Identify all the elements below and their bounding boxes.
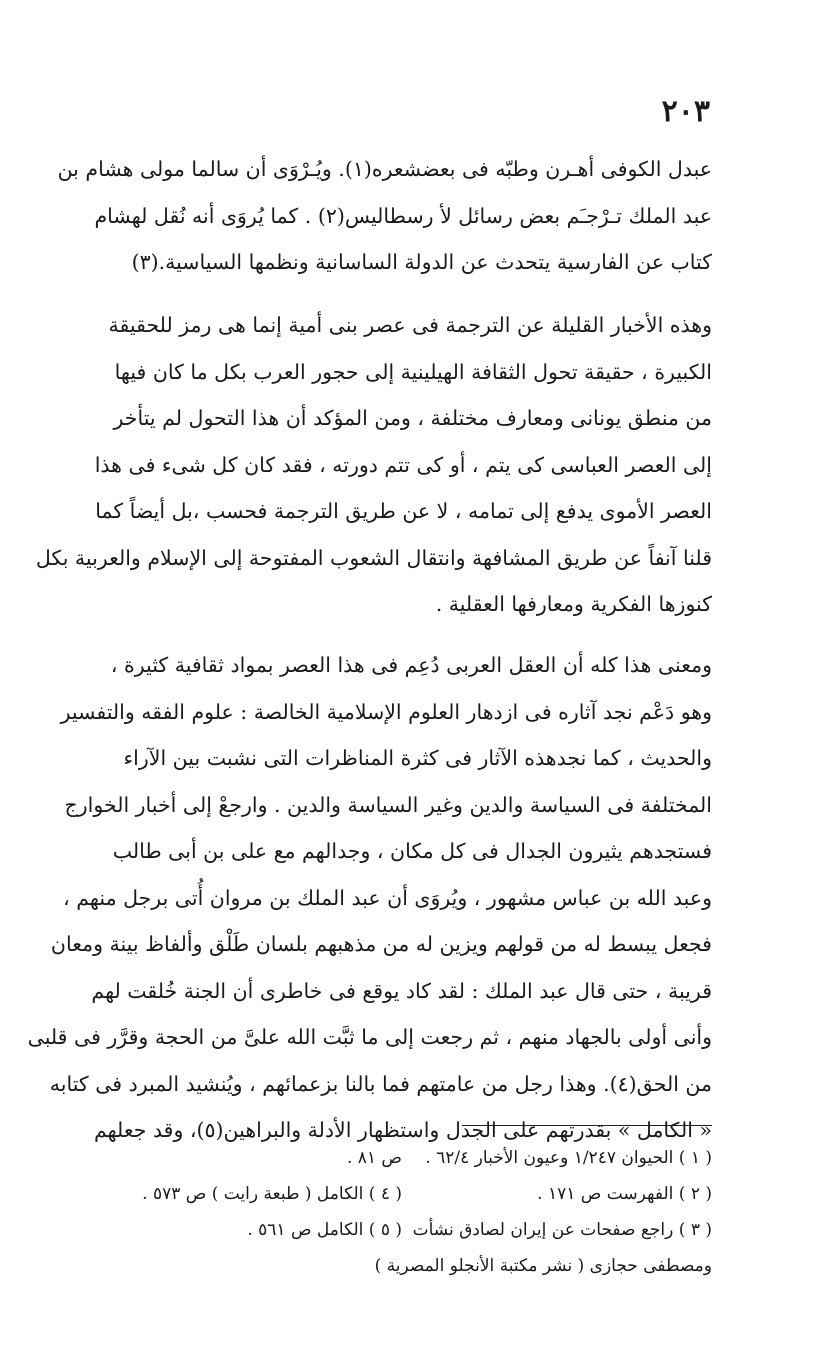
text-line: إلى العصر العباسى كى يتم ، أو كى تتم دورته ، فقد كان كل شىء فى هذا bbox=[94, 452, 712, 477]
footnote-row bbox=[124, 1140, 712, 1176]
text-line: كنوزها الفكرية ومعارفها العقلية . bbox=[435, 592, 712, 616]
paragraph-3 bbox=[27, 642, 712, 1154]
text-line: وأنى أولى بالجهاد منهم ، ثم رجعت إلى ما ثبَّت الله علىَّ من الحجة وقرَّر فى قلبى bbox=[27, 1025, 712, 1049]
footnote-3: ( ٣ ) راجع صفحات عن إيران لصادق نشأت bbox=[412, 1220, 712, 1240]
text-line: من الحق(٤). وهذا رجل من عامتهم فما بالنا بزعمائهم ، ويُنشيد المبرد فى كتابه bbox=[49, 1071, 712, 1096]
footnote-divider bbox=[462, 1125, 712, 1126]
paragraph-1 bbox=[57, 146, 712, 286]
text-line: عبدل الكوفى أهـرن وطبّه فى بعضشعره(١). ويُـرْوَى أن سالما مولى هشام بن bbox=[57, 157, 712, 181]
text-line: وهذه الأخبار القليلة عن الترجمة فى عصر بنى أمية إنما هى رمز للحقيقة bbox=[108, 313, 712, 337]
footnote-row bbox=[124, 1176, 712, 1212]
footnote-2: ( ٢ ) الفهرست ص ١٧١ . bbox=[537, 1184, 712, 1204]
footnote-1: ( ١ ) الحيوان ١/٢٤٧ وعيون الأخبار ٦٢/٤ . bbox=[425, 1148, 712, 1168]
footnote-5: ( ٥ ) الكامل ص ٥٦١ . bbox=[247, 1220, 402, 1240]
text-line: المختلفة فى السياسة والدين وغير السياسة والدين . وارجعْ إلى أخبار الخوارج bbox=[64, 792, 712, 817]
footnote-3-continued: ومصطفى حجازى ( نشر مكتبة الأنجلو المصرية ) bbox=[374, 1256, 712, 1276]
footnote-4: ( ٤ ) الكامل ( طبعة رايت ) ص ٥٧٣ . bbox=[142, 1184, 402, 1204]
text-line: والحديث ، كما نجدهذه الآثار فى كثرة المناظرات التى نشبت بين الآراء bbox=[123, 746, 712, 770]
text-line: فستجدهم يثيرون الجدال فى كل مكان ، وجدالهم مع على بن أبى طالب bbox=[112, 839, 712, 863]
text-line: الكبيرة ، حقيقة تحول الثقافة الهيلينية إلى حجور العرب بكل ما كان فيها bbox=[114, 359, 712, 384]
text-line: قلنا آنفاً عن طريق المشافهة وانتقال الشعوب المفتوحة إلى الإسلام والعربية بكل bbox=[35, 545, 712, 570]
text-line: قريبة ، حتى قال عبد الملك : لقد كاد يوقع فى خاطرى أن الجنة خُلقت لهم bbox=[91, 978, 712, 1003]
text-line: « الكامل » بقدرتهم على الجدل واستظهار الأدلة والبراهين(٥)، وقد جعلهم bbox=[93, 1118, 712, 1142]
footnote-1-continued: ص ٨١ . bbox=[346, 1148, 402, 1168]
text-line: ومعنى هذا كله أن العقل العربى دُعِم فى هذا العصر بمواد ثقافية كثيرة ، bbox=[110, 653, 712, 677]
footnotes bbox=[124, 1140, 712, 1284]
text-line: وهو دَعْم نجد آثاره فى ازدهار العلوم الإسلامية الخالصة : علوم الفقه والتفسير bbox=[60, 699, 712, 724]
text-line: العصر الأموى يدفع إلى تمامه ، لا عن طريق الترجمة فحسب ،بل أيضاً كما bbox=[95, 499, 712, 523]
footnote-row bbox=[124, 1212, 712, 1248]
text-line: كتاب عن الفارسية يتحدث عن الدولة الساسانية ونظمها السياسية.(٣) bbox=[131, 250, 712, 274]
paragraph-2 bbox=[35, 302, 712, 628]
text-line: فجعل يبسط له من قولهم ويزين له من مذهبهم بلسان طَلْق وألفاظ بينة ومعان bbox=[50, 932, 712, 956]
text-line: وعبد الله بن عباس مشهور ، ويُروَى أن عبد الملك بن مروان أُتى برجل منهم ، bbox=[63, 885, 712, 910]
text-line: عبد الملك تـرْجـَم بعض رسائل لأ رسطاليس(٢) . كما يُروَى أنه نُقل لهشام bbox=[94, 203, 712, 228]
page-number: ٢٠٣ bbox=[661, 94, 710, 129]
text-line: من منطق يونانى ومعارف مختلفة ، ومن المؤكد أن هذا التحول لم يتأخر bbox=[113, 406, 712, 430]
